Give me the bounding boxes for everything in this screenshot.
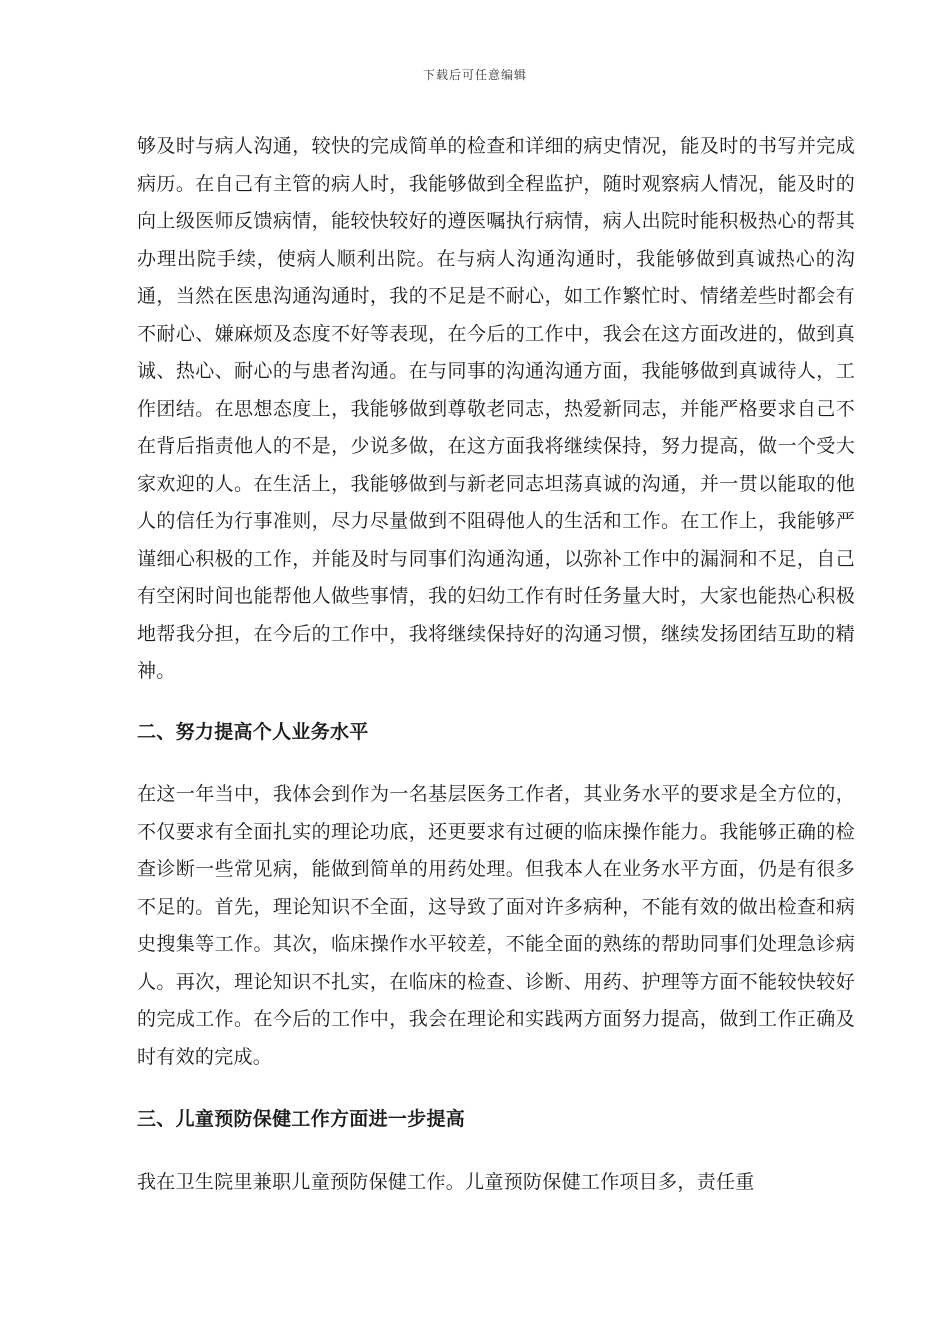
section-2-body — [137, 776, 855, 1076]
section-heading-3: 三、儿童预防保健工作方面进一步提高 — [137, 1108, 466, 1130]
section-2-text: 在这一年当中，我体会到作为一名基层医务工作者，其业务水平的要求是全方位的，不仅要求有全面扎实的理论功底，还更要求有过硬的临床操作能力。我能够正确的检查诊断一些常见病，能做到简单的用药处理。但我本人在业务水平方面，仍是有很多不足的。首先，理论知识不全面，这导致了面对许多病种，不能有效的做出检查和病史搜集等工作。其次，临床操作水平较差，不能全面的熟练的帮助同事们处理急诊病人。再次，理论知识不扎实，在临床的检查、诊断、用药、护理等方面不能较快较好的完成工作。在今后的工作中，我会在理论和实践两方面努力提高，做到工作正确及时有效的完成。 — [137, 783, 855, 1068]
page-header: 下载后可任意编辑 — [422, 68, 527, 82]
section-heading-2: 二、努力提高个人业务水平 — [137, 720, 369, 743]
document-body — [137, 128, 855, 1201]
section-3-body: 我在卫生院里兼职儿童预防保健工作。儿童预防保健工作项目多，责任重 — [137, 1170, 755, 1193]
paragraph-continuation: 够及时与病人沟通，较快的完成简单的检查和详细的病史情况，能及时的书写并完成病历。在自己有主管的病人时，我能够做到全程监护，随时观察病人情况，能及时的向上级医师反馈病情，能较快较好的遵医嘱执行病情，病人出院时能积极热心的帮其办理出院手续，使病人顺利出院。在与病人沟通沟通时，我能够做到真诚热心的沟通，当然在医患沟通沟通时，我的不足是不耐心，如工作繁忙时、情绪差些时都会有不耐心、嫌麻烦及态度不好等表现，在今后的工作中，我会在这方面改进的，做到真诚、热心、耐心的与患者沟通。在与同事的沟通沟通方面，我能够做到真诚待人，工作团结。在思想态度上，我能够做到尊敬老同志，热爱新同志，并能严格要求自己不在背后指责他人的不是，少说多做，在这方面我将继续保持，努力提高，做一个受大家欢迎的人。在生活上，我能够做到与新老同志坦荡真诚的沟通，并一贯以能取的他人的信任为行事准则，尽力尽量做到不阻碍他人的生活和工作。在工作上，我能够严谨细心积极的工作，并能及时与同事们沟通沟通，以弥补工作中的漏洞和不足，自己有空闲时间也能帮他人做些事情，我的妇幼工作有时任务量大时，大家也能热心积极地帮我分担，在今后的工作中，我将继续保持好的沟通习惯，继续发扬团结互助的精神。 — [137, 135, 855, 682]
